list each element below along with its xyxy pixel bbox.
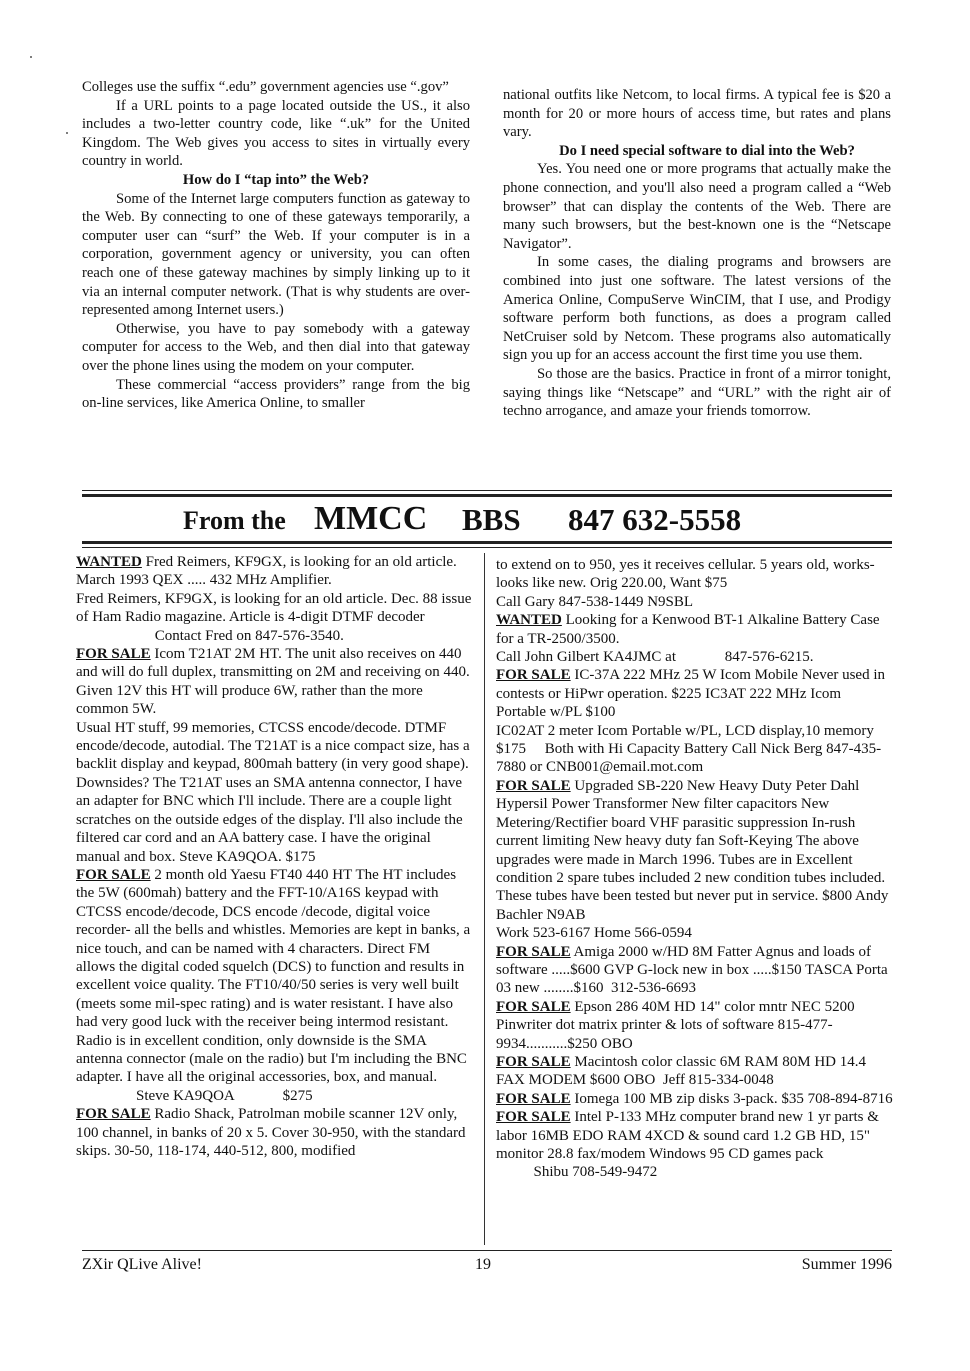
banner-bottom-rule-thick (82, 541, 892, 544)
ad-tag: WANTED (496, 612, 562, 629)
ad-text: Call Gary 847-538-1449 N9SBL (496, 593, 694, 610)
article-paragraph: Colleges use the suffix “.edu” government agencies use “.gov” (82, 79, 449, 95)
banner-bottom-rule-thin (82, 547, 892, 548)
newsletter-name: ZXir QLive Alive! (82, 1256, 202, 1273)
ad-text: Macintosh color classic 6M RAM 80M HD 14.4 FAX MODEM $600 OBO Jeff 815-334-0048 (496, 1053, 867, 1089)
ad-tag: FOR SALE (496, 1053, 571, 1070)
ad-tag: FOR SALE (496, 1090, 571, 1107)
article-right-column (503, 86, 891, 421)
article-left-column (82, 78, 470, 413)
ad-text: to extend on to 950, yes it receives cellular. 5 years old, works-looks like new. Orig 220.00, Want $75 (496, 557, 875, 592)
article-paragraph: Yes. You need one or more programs that actually make the phone connection, and you'll also need a program called a “Web browser” that can display the contents of the Web. There are many such browsers, but the best-known one is the “Netscape Navigator”. (503, 161, 891, 252)
article-paragraph: These commercial “access providers” range from the big on-line services, like America Online, to smaller (82, 376, 470, 412)
ads-column-divider (484, 553, 485, 1245)
classified-ad (496, 648, 894, 666)
article-subheading: Do I need special software to dial into the Web? (559, 142, 855, 159)
ad-tag: FOR SALE (496, 1109, 571, 1126)
banner-from: From the (183, 506, 286, 535)
ad-text: Epson 286 40M HD 14" color mntr NEC 5200 Pinwriter dot matrix printer & lots of software 815-477-9934...........$250 OBO (496, 998, 855, 1052)
article-paragraph: So those are the basics. Practice in front of a mirror tonight, saying things like “Netscape” and “URL” with the right air of techno arrogance, and amaze your friends tomorrow. (503, 365, 891, 420)
ad-text: Fred Reimers, KF9GX, is looking for an old article. March 1993 QEX ..... 432 MHz Amplifier. (76, 554, 457, 589)
footer-rule (82, 1250, 892, 1251)
classified-ad (76, 719, 472, 774)
ad-tag: FOR SALE (76, 866, 151, 883)
ad-text: Looking for a Kenwood BT-1 Alkaline Battery Case for a TR-2500/3500. (496, 612, 880, 647)
classifieds-left-column (76, 553, 472, 1160)
ad-text: Radio Shack, Patrolman mobile scanner 12V only, 100 channel, in banks of 20 x 5. Cover 30-950, with the standard skips. 30-50, 118-174, 440-512, 800, modified (76, 1106, 466, 1159)
ad-text: Work 523-6167 Home 566-0594 (496, 925, 692, 942)
classified-ad (496, 943, 894, 998)
banner-top-rule-thick (82, 494, 892, 497)
ad-text: Upgraded SB-220 New Heavy Duty Peter Dahl Hypersil Power Transformer New filter capacitors New Metering/Rectifier board VHF parasitic suppression In-rush current limiting New heavy duty fan Soft-Keying The above upgrades were made in March 1996. Tubes are in Excellent condition 2 spare tubes included 2 new condition tubes included. These tubes have been tested but never put in service. $800 Andy Bachler N9AB (496, 777, 889, 923)
ad-text: Usual HT stuff, 99 memories, CTCSS encode/decode. DTMF encode/decode, autodial. The T21AT is a nice compact size, has a backlit display and keypad, 800mah battery (in very good shape). (76, 719, 470, 773)
ad-text: Call John Gilbert KA4JMC at 847-576-6215. (496, 649, 814, 666)
scan-speck (66, 132, 68, 134)
banner-mmcc: MMCC (314, 500, 428, 537)
classified-ad (496, 924, 894, 942)
banner-top-rule-thin (82, 490, 892, 491)
ad-tag: WANTED (76, 554, 142, 570)
classified-ad (496, 556, 894, 593)
ad-tag: FOR SALE (496, 998, 571, 1015)
article-paragraph: If a URL points to a page located outside the US., it also includes a two-letter country code, like “.uk” for the United Kingdom. The Web gives you access to sites in virtually every country in world. (82, 97, 470, 170)
ad-text: IC-37A 222 MHz 25 W Icom Mobile Never used in contests or HiPwr operation. $225 IC3AT 222 MHz Icom Portable w/PL $100 (496, 667, 886, 721)
ad-text: Icom T21AT 2M HT. The unit also receives on 440 and will do full duplex, transmitting on 2M and receiving on 440. Given 12V this HT will produce 6W, rather than the more common 5W. (76, 646, 470, 718)
ad-tag: FOR SALE (496, 943, 571, 960)
ad-tag: FOR SALE (76, 646, 151, 663)
classified-ad (496, 998, 894, 1053)
ad-text: 2 month old Yaesu FT40 440 HT The HT includes the 5W (600mah) battery and the FFT-10/A16S keypad with CTCSS encode/decode, DCS encode /decode, digital voice recorder- all the bells and whistles. Memories are kept in banks, a nice touch, and can be named with 4 characters. Direct FM allows the digital coded squelch (DCS) to function and results in excellent voice quality. The FT10/40/50 series is very well built (meets some mil-spec rating) and is water resistant. I have also had very good luck with the receiver being intermod resistant. Radio is in excellent condition, only downside is the SMA antenna connector (male on the radio) but I'm including the BNC adapter. I have all the original accessories, box, and manual. Steve KA9QOA $275 (76, 866, 471, 1104)
page-footer (82, 1256, 892, 1282)
classified-ad (496, 593, 894, 611)
bbs-banner (82, 500, 892, 540)
classified-ad (76, 590, 472, 645)
page-number: 19 (475, 1256, 491, 1273)
banner-bbs: BBS (462, 502, 521, 537)
classifieds-right-column (496, 556, 894, 1182)
classified-ad (496, 722, 894, 777)
classified-ad (496, 1108, 894, 1182)
banner-phone: 847 632-5558 (568, 502, 742, 537)
ad-tag: FOR SALE (496, 667, 571, 684)
issue-date: Summer 1996 (801, 1256, 892, 1273)
article-paragraph: Some of the Internet large computers function as gateway to the Web. By connecting to one of these gateways temporarily, a computer user can “surf” the Web. If your computer is in a corporation, government agency or university, you can often reach one of these gateway machines by simply linking up to it via an internal computer network. (That is why students are over-represented among Internet users.) (82, 190, 470, 319)
classified-ad (496, 1053, 894, 1090)
ad-text: Amiga 2000 w/HD 8M Fatter Agnus and loads of software .....$600 GVP G-lock new in box .....$150 TASCA Porta 03 new ........$160 312-536-6693 (496, 943, 888, 997)
ad-tag: FOR SALE (496, 777, 571, 794)
ad-text: Fred Reimers, KF9GX, is looking for an old article. Dec. 88 issue of Ham Radio magazine. Article is 4-digit DTMF decoder Contact Fred on 847-576-3540. (76, 590, 472, 644)
classified-ad (76, 866, 472, 1105)
ad-text: IC02AT 2 meter Icom Portable w/PL, LCD display,10 memory $175 Both with Hi Capacity Battery Call Nick Berg 847-435-7880 or CNB001@email.mot.com (496, 722, 882, 776)
ad-text: Intel P-133 MHz computer brand new 1 yr parts & labor 16MB EDO RAM 4XCD & sound card 1.2 GB HD, 15" monitor 28.8 fax/modem Windows 95 CD games pack Shibu 708-549-9472 (496, 1109, 879, 1181)
article-paragraph: Otherwise, you have to pay somebody with a gateway computer for access to the Web, and then dial into that gateway over the phone lines using the modem on your computer. (82, 320, 470, 374)
classified-ad (496, 611, 894, 648)
article-paragraph: national outfits like Netcom, to local firms. A typical fee is $20 a month for 20 or more hours of access time, but rates and plans vary. (503, 87, 891, 141)
classified-ad (496, 666, 894, 721)
classified-ad (76, 553, 472, 590)
classified-ad (76, 774, 472, 866)
article-subheading: How do I “tap into” the Web? (182, 171, 370, 188)
classified-ad (76, 645, 472, 719)
classified-ad (496, 1090, 894, 1108)
ad-text: Iomega 100 MB zip disks 3-pack. $35 708-894-8716 (570, 1090, 893, 1107)
ad-tag: FOR SALE (76, 1106, 151, 1123)
classified-ad (496, 777, 894, 924)
scan-speck (30, 56, 32, 58)
classified-ad (76, 1105, 472, 1160)
ad-text: Downsides? The T21AT uses an SMA antenna connector, I have an adapter for BNC which I'll include. There are a couple light scratches on the outside edges of the display. I'll also include the filtered car cord and an AA battery case. I have the original manual and box. Steve KA9QOA. $175 (76, 774, 463, 865)
article-paragraph: In some cases, the dialing programs and browsers are combined into just one software. The latest versions of the America Online, CompuServe WinCIM, that I use, and Prodigy software perform both functions, as does a program called NetCruiser sold by Netcom. These programs also automatically sign you up for an access account the first time you use them. (503, 254, 891, 364)
